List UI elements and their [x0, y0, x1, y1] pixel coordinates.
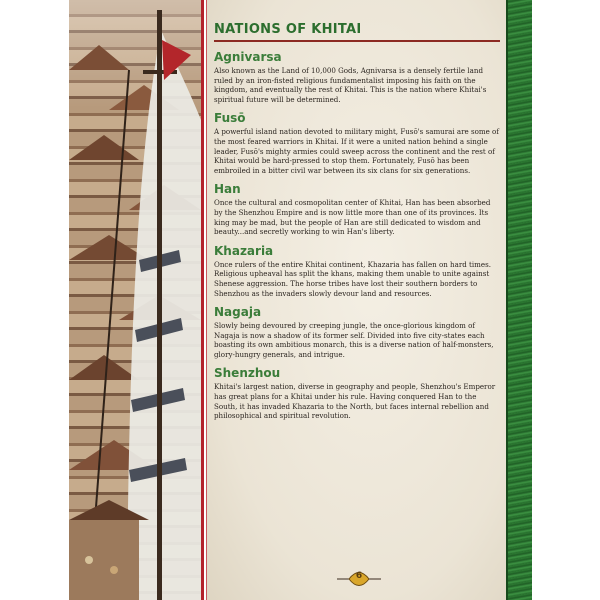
section-body-han: Once the cultural and cosmopolitan center of Khitai, Han has been absorbed by the Shenzhou Empire and is now little more than one of its provinces. Its king may be mad, but the people of Han are still dedicated to wisdom and beauty...and secretly working to win Han's liberty.	[214, 198, 491, 237]
section-body-khazaria: Once rulers of the entire Khitai continent, Khazaria has fallen on hard times. Religious upheaval has split the khans, making them unable to unite against Shenese aggression. The horse tribes have lost their southern borders to Shenzhou as the invaders slowly devour land and resources.	[214, 259, 491, 298]
section-body-shenzhou: Khitai's largest nation, diverse in geography and people, Shenzhou's Emperor has great plans for a Khitai under his rule. Having conquered Han to the South, it has invaded Khazaria to the North, but faces internal rebellion and philosophical and spiritual revolution.	[214, 382, 496, 421]
banner-illustration-svg	[69, 0, 201, 600]
section-heading-shenzhou: Shenzhou	[214, 366, 281, 381]
page-number: 6	[355, 571, 363, 581]
text-column	[214, 22, 500, 428]
section-body-nagaja: Slowly being devoured by creeping jungle, the once-glorious kingdom of Nagaja is now a shadow of its former self. Divided into five city-states each boasting its own ambitious monarch, this is a diverse nation of half-monsters, glory-hungry generals, and intrigue.	[214, 321, 494, 359]
section-heading-fuso: Fusō	[214, 111, 246, 126]
section-body-fuso: A powerful island nation devoted to military might, Fusō's samurai are some of the most feared warriors in Khitai. If it were a united nation behind a single leader, Fusō's mighty armies could sweep across the continent and the rest of Khitai would be hard-pressed to stop them. Fortunately, Fusō has been embroiled in a bitter civil war between its six clans for six generations.	[214, 127, 499, 175]
title-underline	[214, 40, 500, 42]
red-divider-rule	[201, 0, 204, 600]
section-heading-nagaja: Nagaja	[214, 305, 262, 320]
section-heading-agnivarsa: Agnivarsa	[214, 50, 282, 64]
section-body-agnivarsa: Also known as the Land of 10,000 Gods, Agnivarsa is a densely fertile land ruled by an iron-fisted religious fundamentalist imposing his faith on the kingdom, and eventually the rest of Khitai. This is the nation where Khitai's spiritual future will be determined.	[214, 66, 487, 104]
green-page-edge	[506, 0, 532, 600]
page-number-badge	[337, 568, 381, 590]
page-title: NATIONS OF KHITAI	[214, 22, 362, 37]
city-illustration	[69, 0, 201, 600]
book-page	[69, 0, 532, 600]
section-heading-khazaria: Khazaria	[214, 243, 274, 258]
section-heading-han: Han	[214, 182, 241, 197]
